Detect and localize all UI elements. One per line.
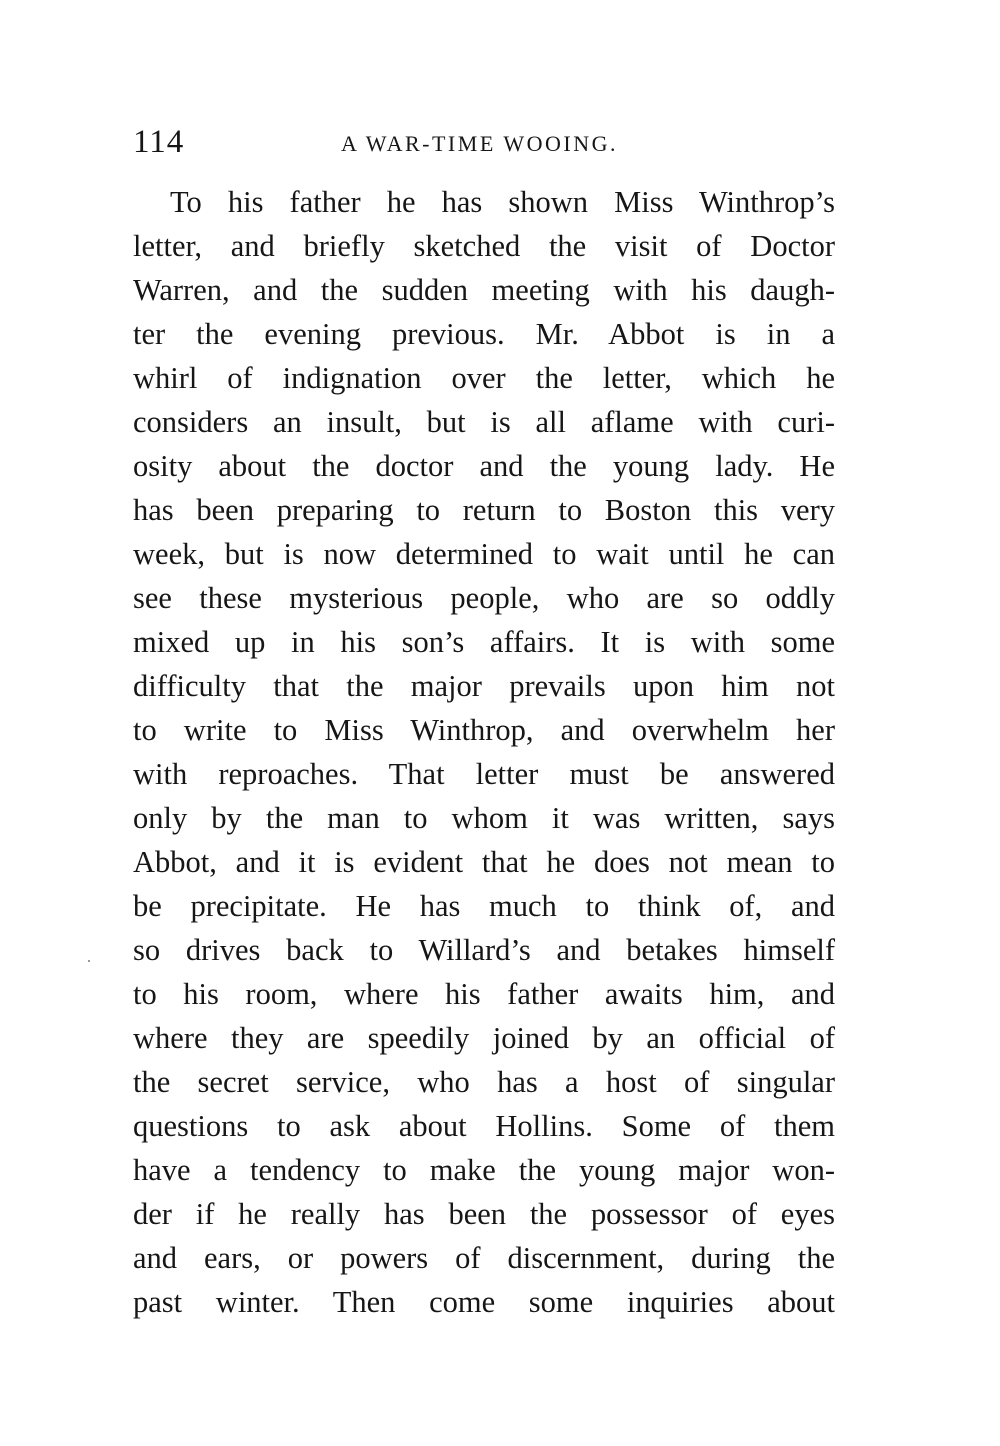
text-line: Abbot, and it is evident that he does not mean to: [133, 845, 835, 879]
text-line: past winter. Then come some inquiries about: [133, 1285, 835, 1319]
body-text: [133, 180, 835, 1324]
stray-ink-mark: [88, 960, 90, 962]
text-line: and ears, or powers of discernment, during the: [133, 1241, 835, 1275]
text-line: Warren, and the sudden meeting with his daugh-: [133, 273, 835, 307]
text-line: mixed up in his son’s affairs. It is with some: [133, 625, 835, 659]
text-line: difficulty that the major prevails upon him not: [133, 669, 835, 703]
page-number: 114: [133, 124, 185, 160]
text-line: To his father he has shown Miss Winthrop’s: [170, 185, 835, 219]
text-line: with reproaches. That letter must be answered: [133, 757, 835, 791]
text-line: has been preparing to return to Boston this very: [133, 493, 835, 527]
text-line: letter, and briefly sketched the visit of Doctor: [133, 229, 835, 263]
text-line: the secret service, who has a host of singular: [133, 1065, 835, 1099]
running-head: [133, 122, 835, 162]
text-line: whirl of indignation over the letter, which he: [133, 361, 835, 395]
text-line: week, but is now determined to wait until he can: [133, 537, 835, 571]
text-line: be precipitate. He has much to think of, and: [133, 889, 835, 923]
text-line: to his room, where his father awaits him, and: [133, 977, 835, 1011]
text-line: so drives back to Willard’s and betakes himself: [133, 933, 835, 967]
text-line: where they are speedily joined by an official of: [133, 1021, 835, 1055]
text-line: to write to Miss Winthrop, and overwhelm her: [133, 713, 835, 747]
text-line: have a tendency to make the young major won-: [133, 1153, 835, 1187]
text-line: see these mysterious people, who are so oddly: [133, 581, 835, 615]
text-line: osity about the doctor and the young lady. He: [133, 449, 835, 483]
text-line: only by the man to whom it was written, says: [133, 801, 835, 835]
text-line: considers an insult, but is all aflame with curi-: [133, 405, 835, 439]
text-line: questions to ask about Hollins. Some of them: [133, 1109, 835, 1143]
running-title: A WAR-TIME WOOING.: [341, 131, 618, 156]
text-line: ter the evening previous. Mr. Abbot is in a: [133, 317, 835, 351]
text-line: der if he really has been the possessor of eyes: [133, 1197, 835, 1231]
